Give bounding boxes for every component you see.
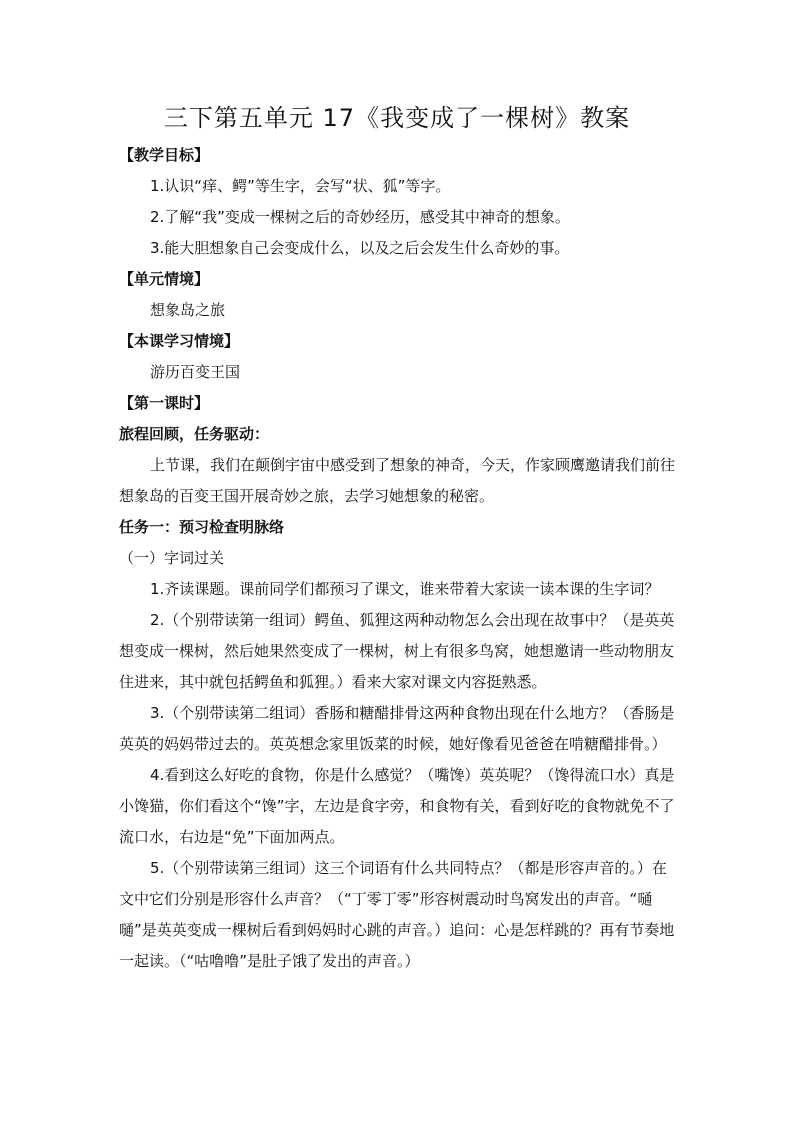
goal-item: 2.了解“我”变成一棵树之后的奇妙经历，感受其中神奇的想象。 — [150, 208, 570, 226]
unit-heading: 【单元情境】 — [119, 270, 210, 288]
period-heading: 【第一课时】 — [119, 394, 210, 412]
review-heading: 旅程回顾，任务驱动： — [119, 425, 270, 443]
goals-heading: 【教学目标】 — [119, 146, 210, 164]
document-body — [119, 140, 679, 977]
list-item: 5.（个别带读第三组词）这三个词语有什么共同特点？（都是形容声音的。）在文中它们分别是形容什么声音？（“丁零丁零”形容树震动时鸟窝发出的声音。“嗵嗵”是英英变成一棵树后看到妈妈时心跳的声音。）追问：心是怎样跳的？再有节奏地一起读。（“咕噜噜”是肚子饿了发出的声音。） — [119, 859, 675, 970]
unit-text: 想象岛之旅 — [150, 301, 226, 319]
list-item: 4.看到这么好吃的食物，你是什么感觉？（嘴馋）英英呢？（馋得流口水）真是小馋猫，你们看这个“馋”字，左边是食字旁，和食物有关，看到好吃的食物就免不了流口水，右边是“免”下面加两点。 — [119, 766, 675, 846]
list-item: 2.（个别带读第一组词）鳄鱼、狐狸这两种动物怎么会出现在故事中？（是英英想变成一棵树，然后她果然变成了一棵树，树上有很多鸟窝，她想邀请一些动物朋友住进来，其中就包括鳄鱼和狐狸。）看来大家对课文内容挺熟悉。 — [119, 611, 675, 691]
task1-heading: 任务一：预习检查明脉络 — [119, 518, 285, 536]
subsection-heading: （一）字词过关 — [119, 549, 225, 567]
goal-item: 3.能大胆想象自己会变成什么，以及之后会发生什么奇妙的事。 — [150, 239, 570, 257]
review-paragraph: 上节课，我们在颠倒宇宙中感受到了想象的神奇，今天，作家顾鹰邀请我们前往想象岛的百变王国开展奇妙之旅，去学习她想象的秘密。 — [119, 456, 676, 505]
list-item: 3.（个别带读第二组词）香肠和糖醋排骨这两种食物出现在什么地方？（香肠是英英的妈妈带过去的。英英想念家里饭菜的时候，她好像看见爸爸在啃糖醋排骨。） — [119, 704, 675, 753]
lesson-heading: 【本课学习情境】 — [119, 332, 240, 350]
list-item: 1.齐读课题。课前同学们都预习了课文，谁来带着大家读一读本课的生字词？ — [150, 580, 660, 598]
document-title: 三下第五单元 17《我变成了一棵树》教案 — [163, 104, 631, 132]
goal-item: 1.认识“痒、鳄”等生字，会写“状、狐”等字。 — [150, 177, 451, 195]
lesson-text: 游历百变王国 — [150, 363, 241, 381]
